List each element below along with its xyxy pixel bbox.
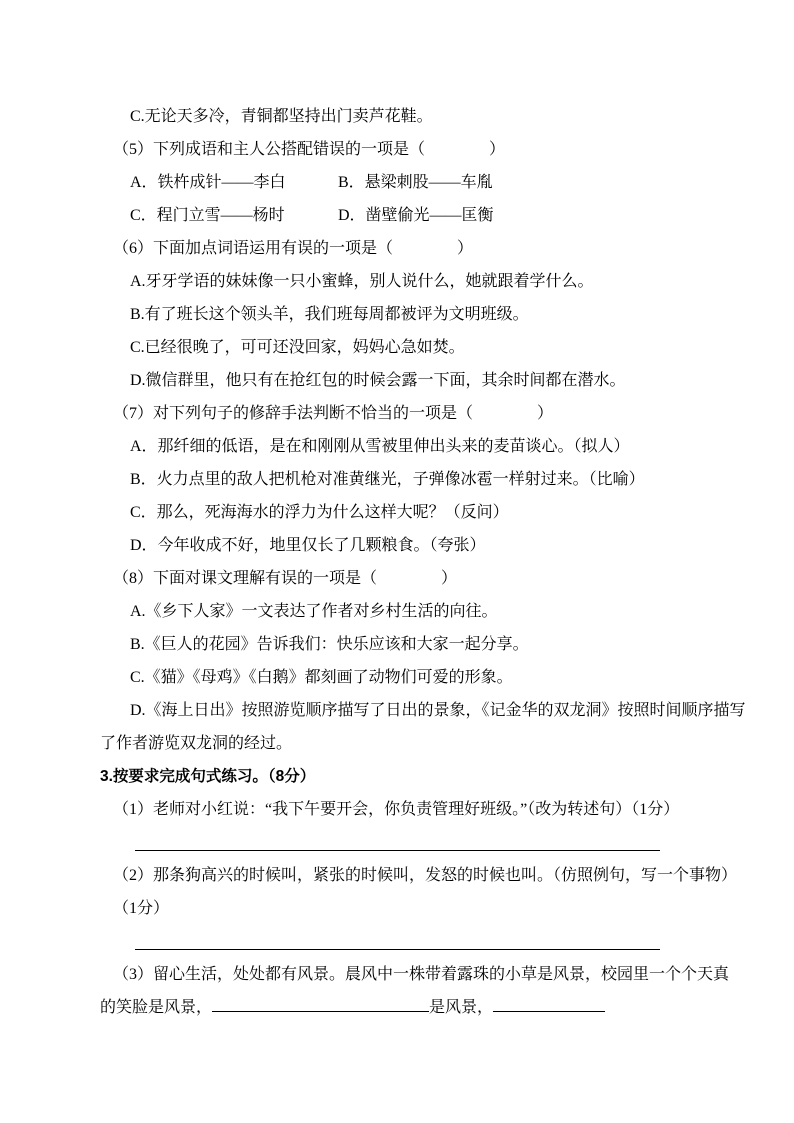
exercise-2-prompt: （2）那条狗高兴的时候叫，紧张的时候叫，发怒的时候也叫。（仿照例句，写一个事物） bbox=[113, 867, 738, 884]
question-6: （6）下面加点词语运用有误的一项是（ ） bbox=[113, 240, 474, 257]
question-7-option-a: A．那纤细的低语，是在和刚刚从雪被里伸出头来的麦苗谈心。（拟人） bbox=[130, 438, 630, 455]
exercise-2-answer-slot bbox=[100, 925, 698, 958]
exercise-2-score: （1分） bbox=[113, 900, 170, 917]
question-7-option-b: B．火力点里的敌人把机枪对准黄继光，子弹像冰雹一样射过来。（比喻） bbox=[130, 471, 645, 488]
section-3-heading: 3.按要求完成句式练习。（8分） bbox=[100, 768, 316, 785]
question-5: （5）下列成语和主人公搭配错误的一项是（ ） bbox=[113, 141, 506, 158]
question-8-option-b: B.《巨人的花园》告诉我们：快乐应该和大家一起分享。 bbox=[130, 636, 529, 653]
question-6-option-b: B.有了班长这个领头羊，我们班每周都被评为文明班级。 bbox=[130, 306, 529, 323]
question-8-option-c: C.《猫》《母鸡》《白鹅》都刻画了动物们可爱的形象。 bbox=[130, 669, 513, 686]
option-c-line: C.无论天多冷，青铜都坚持出门卖芦花鞋。 bbox=[130, 108, 433, 125]
exercise-1-prompt: （1）老师对小红说：“我下午要开会，你负责管理好班级。”（改为转述句）（1分） bbox=[113, 801, 680, 818]
option-c: C．程门立雪――杨时 bbox=[130, 207, 285, 224]
question-8-option-d-continuation: 了作者游览双龙洞的经过。 bbox=[100, 735, 293, 752]
exercise-3-prompt: （3）留心生活，处处都有风景。晨风中一株带着露珠的小草是风景，校园里一个个天真 bbox=[113, 966, 730, 983]
question-6-option-c: C.已经很晚了，可可还没回家，妈妈心急如焚。 bbox=[130, 339, 465, 356]
question-5-options-row-2 bbox=[130, 199, 698, 232]
question-5-options-row-1 bbox=[130, 166, 698, 199]
question-8-option-a: A.《乡下人家》一文表达了作者对乡村生活的向往。 bbox=[130, 603, 498, 620]
question-7-option-c: C．那么，死海海水的浮力为什么这样大呢？（反问） bbox=[130, 504, 509, 521]
question-6-option-a: A.牙牙学语的妹妹像一只小蜜蜂，别人说什么，她就跟着学什么。 bbox=[130, 273, 594, 290]
fill-blank-1 bbox=[212, 998, 429, 1012]
exercise-3-part-2: 是风景， bbox=[429, 999, 494, 1016]
exercise-1-answer-slot bbox=[100, 826, 698, 859]
option-d: D．凿壁偷光――匡衡 bbox=[338, 207, 494, 224]
question-8-option-d: D.《海上日出》按照游览顺序描写了日出的景象，《记金华的双龙洞》按照时间顺序描写 bbox=[130, 702, 746, 719]
question-7: （7）对下列句子的修辞手法判断不恰当的一项是（ ） bbox=[113, 405, 554, 422]
fill-blank-2 bbox=[493, 998, 605, 1012]
answer-line-2 bbox=[135, 949, 660, 950]
exercise-3-part-1: 的笑脸是风景， bbox=[100, 999, 213, 1016]
question-6-option-d: D.微信群里，他只有在抢红包的时候会露一下面，其余时间都在潜水。 bbox=[130, 372, 626, 389]
exercise-3-continuation bbox=[100, 991, 698, 1024]
option-b: B．悬梁刺股――车胤 bbox=[338, 174, 493, 191]
answer-line-1 bbox=[135, 850, 660, 851]
option-a: A．铁杵成针――李白 bbox=[130, 174, 286, 191]
question-8: （8）下面对课文理解有误的一项是（ ） bbox=[113, 570, 458, 587]
question-7-option-d: D．今年收成不好，地里仅长了几颗粮食。（夸张） bbox=[130, 537, 486, 554]
